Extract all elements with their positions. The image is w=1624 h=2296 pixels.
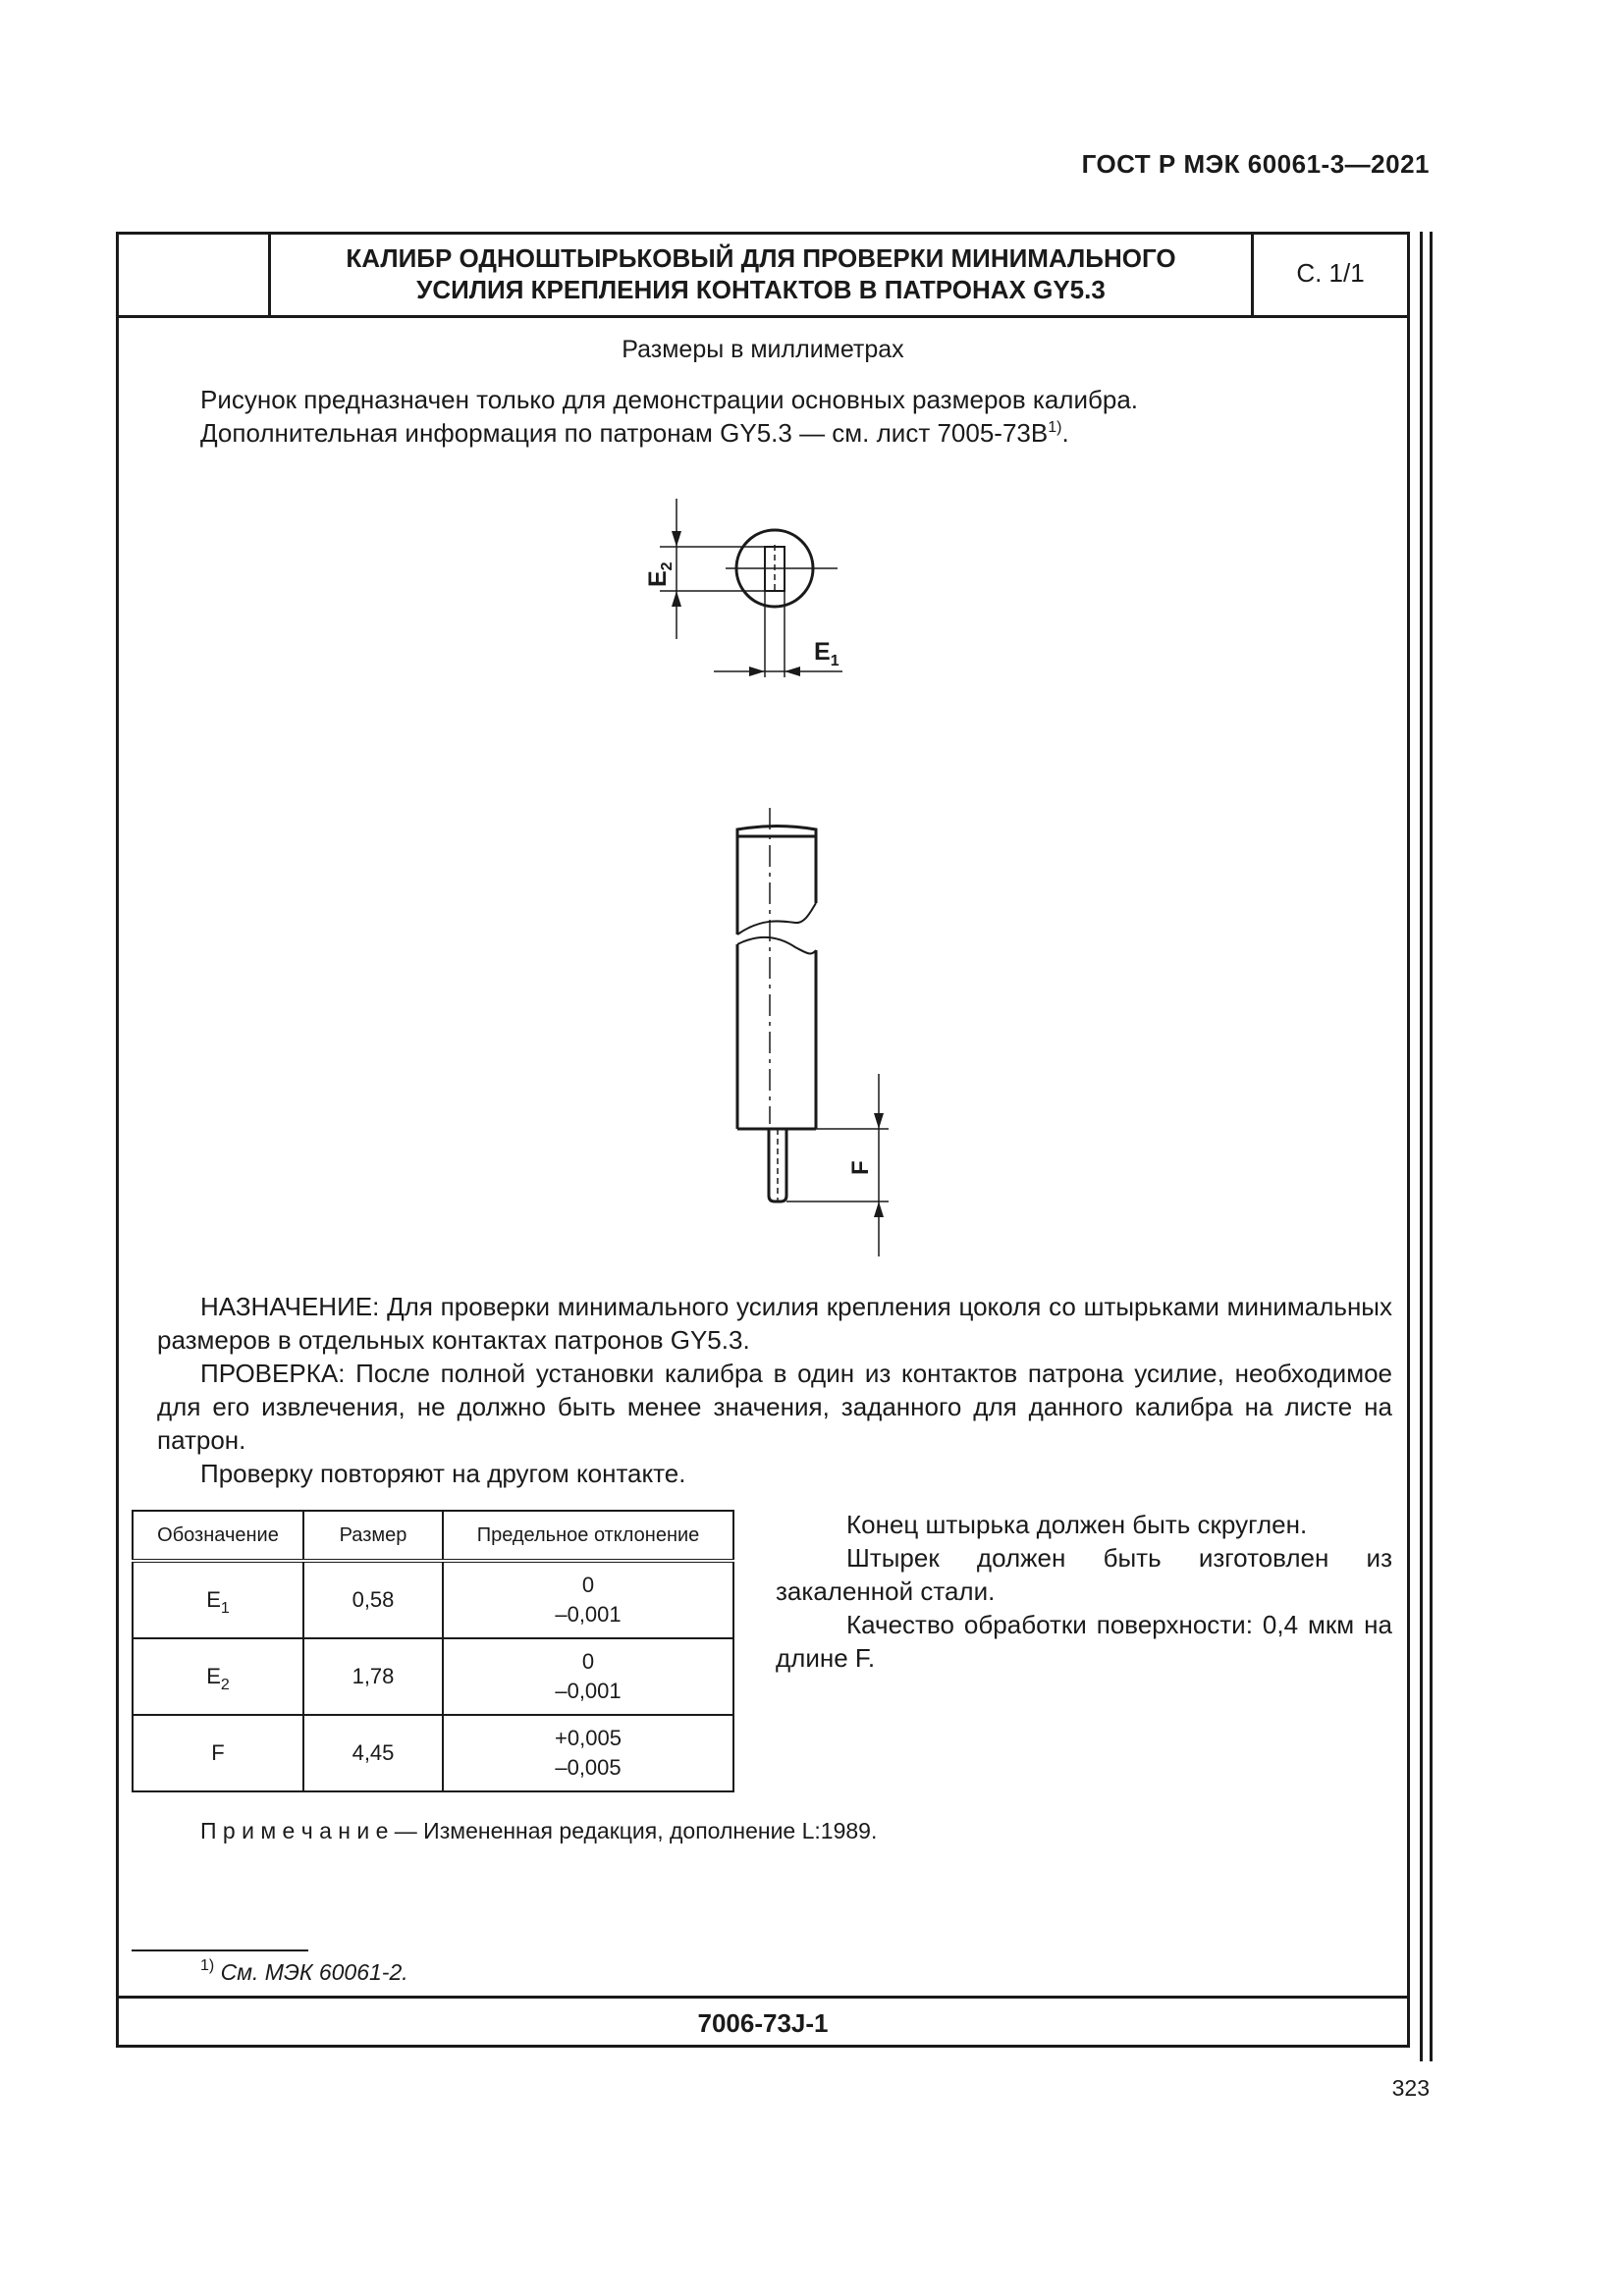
note-text: — Измененная редакция, дополнение L:1989.	[388, 1818, 878, 1843]
size-cell: 4,45	[303, 1715, 443, 1791]
note-label: П р и м е ч а н и е	[200, 1818, 389, 1843]
f-label: F	[847, 1160, 874, 1175]
intro-line-2: Дополнительная информация по патронам GY5.3 — см. лист $7005-73B^{1)}$.	[200, 418, 1069, 448]
e2-arrow-top	[672, 531, 681, 547]
note-hardened-steel: Штырек должен быть изготовлен из закаленной стали.	[776, 1543, 1392, 1606]
e1-arrow-right	[785, 667, 800, 676]
header-size: Размер	[303, 1511, 443, 1561]
size-cell: 0,58	[303, 1561, 443, 1638]
sheet-code: 7006-73J-1	[697, 2007, 829, 2038]
e1-arrow-left	[749, 667, 765, 676]
gauge-top-cap	[737, 827, 816, 837]
footnote-rule	[132, 1949, 308, 1951]
footnote-reference: 1)	[1048, 419, 1062, 436]
header-tolerance: Предельное отклонение	[443, 1511, 733, 1561]
table-header-row	[133, 1511, 733, 1561]
tolerance-cell: +0,005 –0,005	[443, 1715, 733, 1791]
f-arrow-top	[874, 1113, 884, 1129]
tolerance-cell: 0 –0,001	[443, 1638, 733, 1715]
note-rounded-end: Конец штырька должен быть скруглен.	[846, 1510, 1308, 1539]
dimensions-table	[132, 1510, 734, 1792]
designation-cell: F	[133, 1715, 303, 1791]
check-paragraph: ПРОВЕРКА: После полной установки калибра в один из контактов патрона усилие, необходимое для его извлечения, не должно быть менее значения, заданного для данного калибра на листе на патрон.	[157, 1359, 1392, 1455]
sheet-page-ref: С. 1/1	[1296, 258, 1365, 288]
f-arrow-bottom	[874, 1201, 884, 1217]
footnote: $^{1)}$ См. МЭК 60061-2.	[200, 1957, 408, 1985]
edition-note	[200, 1818, 877, 1844]
requirements-notes	[776, 1508, 1392, 1675]
page-number: 323	[1391, 2075, 1430, 2101]
designation-cell: $E_2$	[133, 1638, 303, 1715]
gauge-break-line-upper	[737, 903, 816, 934]
note-surface-finish: Качество обработки поверхности: 0,4 мкм на длине F.	[776, 1610, 1392, 1673]
e2-label: $E_2$	[644, 561, 676, 587]
sheet-title-line-1: КАЛИБР ОДНОШТЫРЬКОВЫЙ ДЛЯ ПРОВЕРКИ МИНИМАЛЬНОГО	[346, 242, 1176, 273]
sheet-title-line-2: УСИЛИЯ КРЕПЛЕНИЯ КОНТАКТОВ В ПАТРОНАХ GY5.3	[416, 274, 1106, 304]
gauge-break-line-lower	[737, 937, 816, 953]
repeat-paragraph: Проверку повторяют на другом контакте.	[200, 1459, 686, 1488]
table-row	[133, 1715, 733, 1791]
purpose-paragraph: НАЗНАЧЕНИЕ: Для проверки минимального усилия крепления цоколя со штырьками минимальных размеров в отдельных контактах патронов GY5.3.	[157, 1292, 1392, 1355]
header-designation: Обозначение	[133, 1511, 303, 1561]
body-text	[157, 1290, 1392, 1490]
designation-cell: $E_1$	[133, 1561, 303, 1638]
e1-label: $E_1$	[814, 638, 839, 669]
e2-arrow-bottom	[672, 591, 681, 607]
intro-line-1: Рисунок предназначен только для демонстрации основных размеров калибра.	[200, 385, 1139, 414]
table-row	[133, 1638, 733, 1715]
size-cell: 1,78	[303, 1638, 443, 1715]
document-id: ГОСТ Р МЭК 60061-3—2021	[1081, 149, 1430, 179]
table-row	[133, 1561, 733, 1638]
tolerance-cell: 0 –0,001	[443, 1561, 733, 1638]
units-caption: Размеры в миллиметрах	[622, 336, 904, 363]
